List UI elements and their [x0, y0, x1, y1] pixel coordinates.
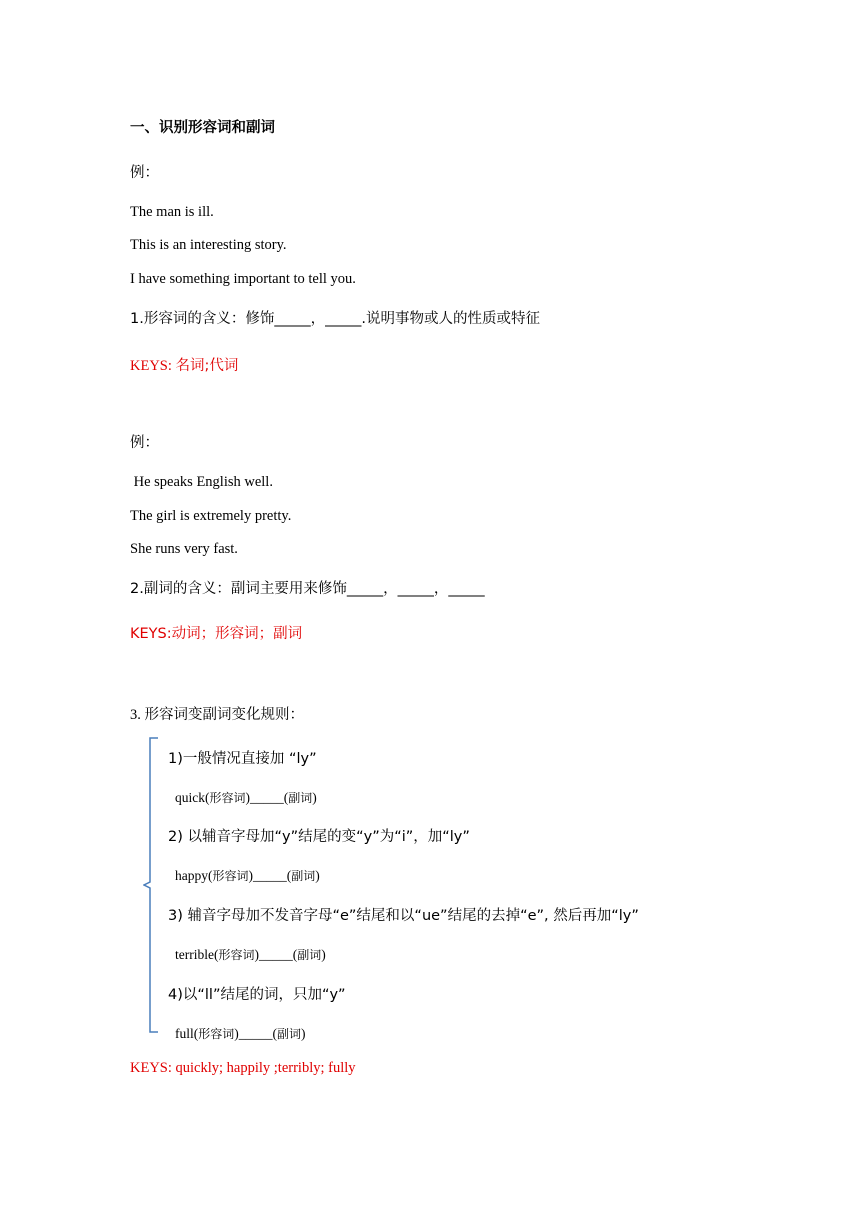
answer-key-prefix: KEYS: — [130, 358, 176, 374]
left-brace — [143, 736, 163, 1034]
answer-key: KEYS: quickly; happily ;terribly; fully — [130, 1060, 356, 1076]
rule-example: happy(形容词)_____(副词) — [175, 868, 320, 883]
example-sentence: I have something important to tell you. — [130, 271, 356, 287]
section-heading: 一、识别形容词和副词 — [130, 120, 275, 136]
example-sentence: The girl is extremely pretty. — [130, 508, 292, 524]
rules-title — [130, 706, 304, 723]
rule-item: 1)一般情况直接加 “ly” — [168, 751, 317, 767]
rule-item: 2) 以辅音字母加“y”结尾的变“y”为“i”，加“ly” — [168, 829, 470, 845]
rule-example: terrible(形容词)_____(副词) — [175, 947, 326, 962]
rule-item: 4)以“ll”结尾的词，只加“y” — [168, 987, 346, 1003]
example-label: 例： — [130, 165, 159, 181]
answer-key: KEYS:动词；形容词；副词 — [130, 626, 303, 642]
example-sentence: The man is ill. — [130, 204, 214, 220]
question-adverb-definition: 2.副词的含义：副词主要用来修饰_____，_____，_____ — [130, 581, 485, 597]
rule-example: quick(形容词)_____(副词) — [175, 790, 317, 805]
answer-key — [130, 357, 238, 374]
example-label: 例： — [130, 435, 159, 451]
example-sentence: She runs very fast. — [130, 541, 238, 557]
example-sentence: He speaks English well. — [130, 474, 273, 490]
rules-title-text: 形容词变副词变化规则： — [144, 707, 304, 723]
example-sentence: This is an interesting story. — [130, 237, 287, 253]
rule-item: 3) 辅音字母加不发音字母“e”结尾和以“ue”结尾的去掉“e”, 然后再加“ly” — [168, 908, 639, 924]
question-adjective-definition: 1.形容词的含义：修饰_____，_____.说明事物或人的性质或特征 — [130, 311, 540, 327]
answer-key-value: 名词;代词 — [175, 358, 239, 374]
rules-title-number: 3. — [130, 707, 145, 723]
rule-example: full(形容词)_____(副词) — [175, 1026, 306, 1041]
